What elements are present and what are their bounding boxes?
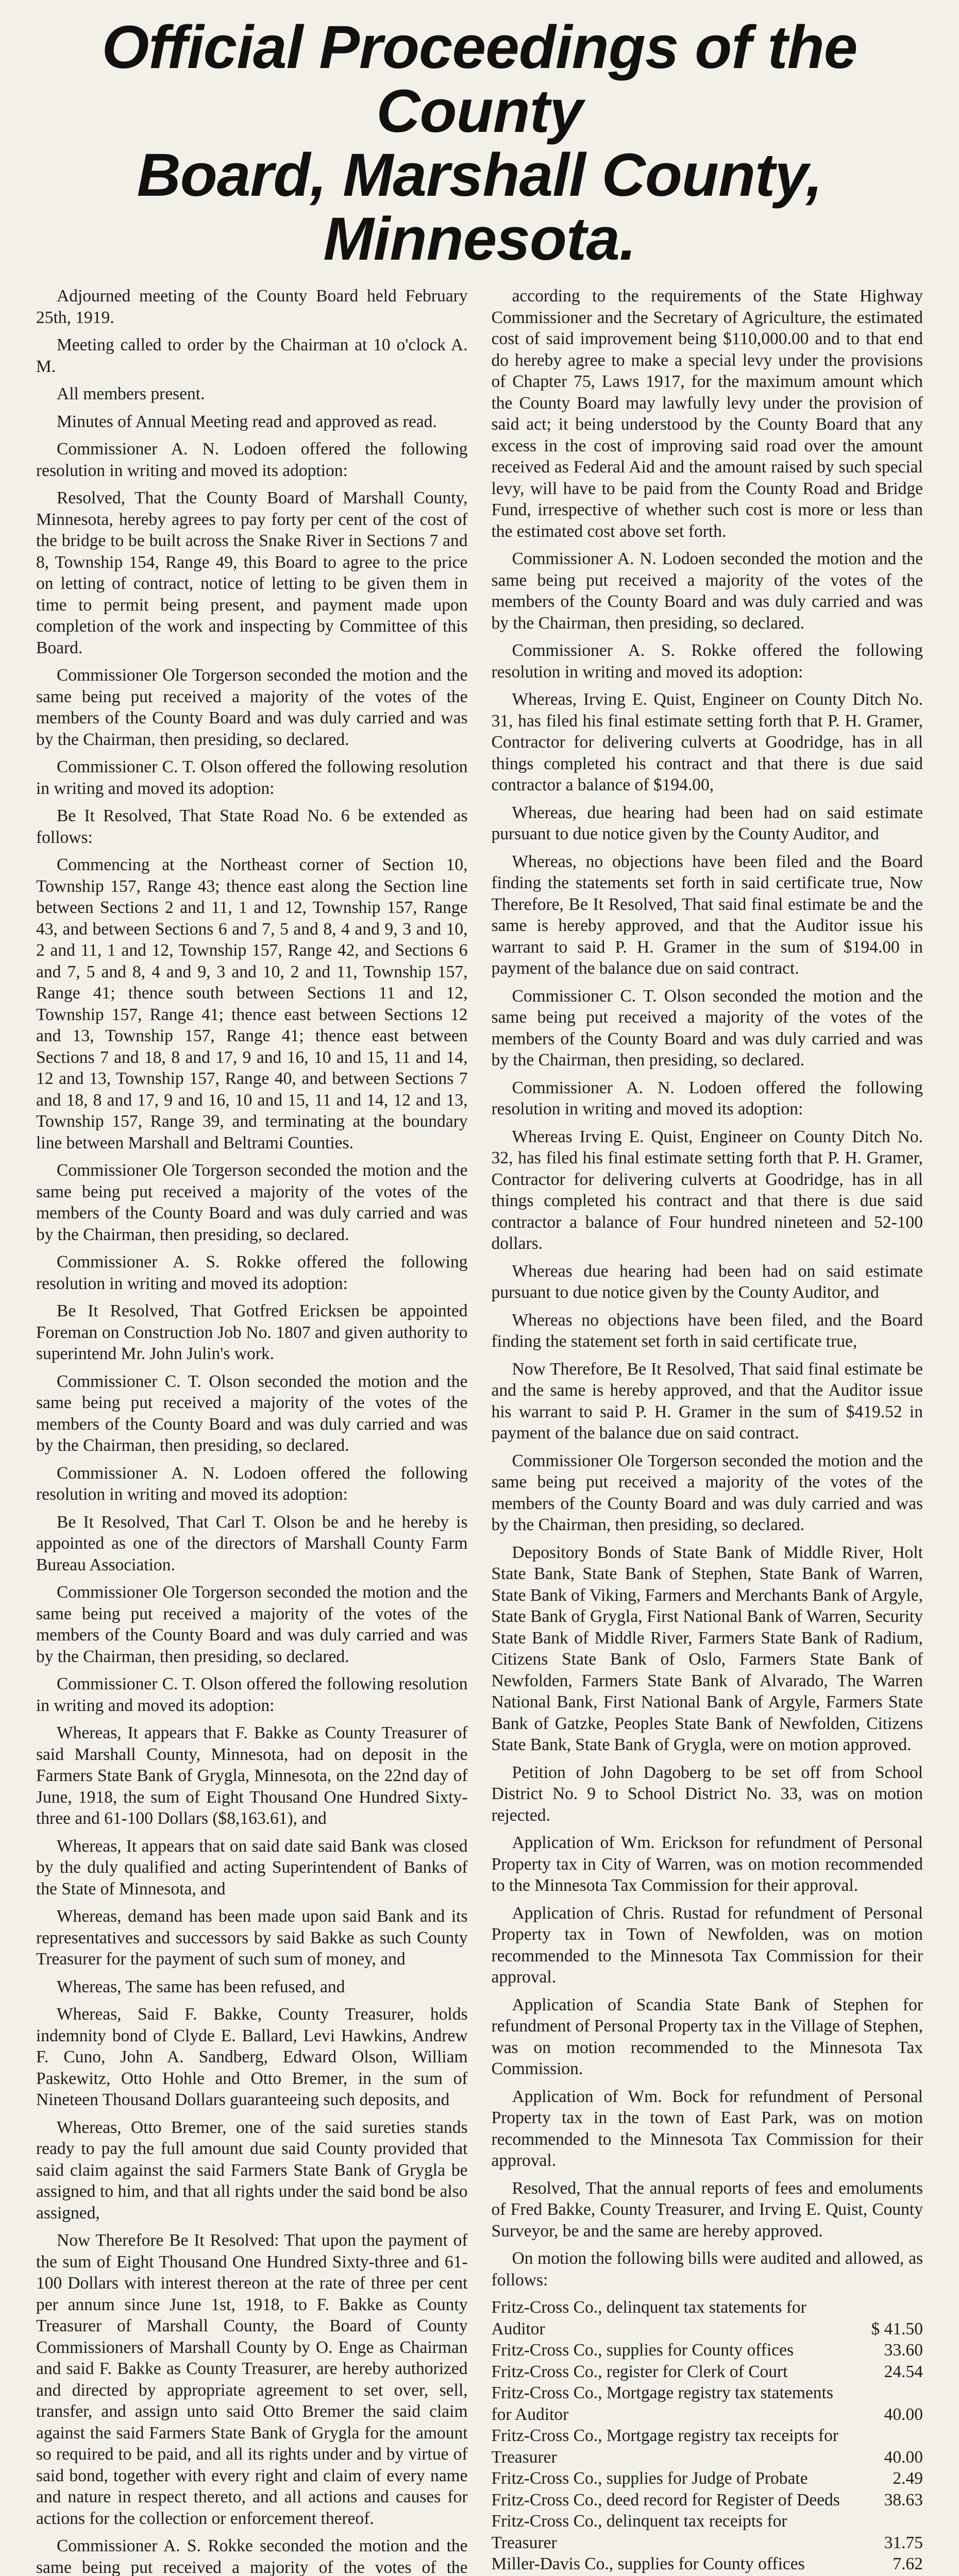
paragraph: Commissioner Ole Torgerson seconded the motion and the same being put received a majority of the votes of the members of the County Board and was duly carried and was by the Chairman, then presiding, so declared. xyxy=(36,1583,468,1666)
paragraph: Be It Resolved, That State Road No. 6 be extended as follows: xyxy=(36,806,468,847)
bill-amount: 38.63 xyxy=(884,2490,923,2510)
bill-item xyxy=(492,2361,923,2383)
paragraph: Commissioner A. S. Rokke seconded the motion and the same being put received a majority of the votes of the xyxy=(36,2536,468,2576)
paragraph: Application of Chris. Rustad for refundment of Personal Property tax in Town of Newfolden, was on motion recommended to the Minnesota Tax Commission for their approval. xyxy=(491,1903,923,1987)
paragraph: Application of Wm. Erickson for refundment of Personal Property tax in City of Warren, was on motion recommended to the Minnesota Tax Commission for their approval. xyxy=(491,1833,923,1895)
paragraph: Commissioner A. N. Lodoen seconded the motion and the same being put received a majority of the votes of the members of the County Board and was duly carried and was by the Chairman, then presiding, so declared. xyxy=(491,549,923,633)
bill-amount: $ 41.50 xyxy=(871,2319,923,2338)
paragraph: Commissioner Ole Torgerson seconded the motion and the same being put received a majority of the votes of the members of the County Board and was duly carried and was by the Chairman, then presiding, so declared. xyxy=(491,1451,923,1534)
paragraph: Commissioner Ole Torgerson seconded the motion and the same being put received a majority of the votes of the members of the County Board and was duly carried and was by the Chairman, then presiding, so declared. xyxy=(36,1161,468,1244)
paragraph: Whereas, demand has been made upon said Bank and its representatives and successors by said Bakke as such County Treasurer for the payment of such sum of money, and xyxy=(36,1907,468,1969)
paragraph: Whereas, Otto Bremer, one of the said sureties stands ready to pay the full amount due said County provided that said claim against the said Farmers State Bank of Grygla be assigned to him, and that all rights under the said bond be also assigned, xyxy=(36,2117,468,2223)
paragraph: Resolved, That the County Board of Marshall County, Minnesota, hereby agrees to pay forty per cent of the cost of the bridge to be built across the Snake River in Sections 7 and 8, Township 154, Range 49, this Board to agree to the price on letting of contract, notice of letting to be given them in time to permit being present, and payment made upon completion of the work and inspecting by Committee of this Board. xyxy=(36,488,468,657)
paragraph: Adjourned meeting of the County Board held February 25th, 1919. xyxy=(36,286,468,327)
bill-item xyxy=(492,2489,923,2511)
paragraph: Commissioner C. T. Olson seconded the motion and the same being put received a majority of the votes of the members of the County Board and was duly carried and was by the Chairman, then presiding, so declared. xyxy=(491,986,923,1070)
paragraph: Whereas, no objections have been filed and the Board finding the statements set forth in said certificate true, Now Therefore, Be It Resolved, That said final estimate be and the same is hereby approved, and that the Auditor issue his warrant to said P. H. Gramer in the sum of $194.00 in payment of the balance due on said contract. xyxy=(491,852,923,978)
bill-amount: 7.62 xyxy=(893,2554,923,2573)
bill-description: Fritz-Cross Co., register for Clerk of Court xyxy=(491,2362,788,2381)
bill-description: Fritz-Cross Co., Mortgage registry tax statements for Auditor xyxy=(491,2383,833,2424)
bill-description: Fritz-Cross Co., supplies for Judge of Probate xyxy=(491,2469,808,2488)
bill-item xyxy=(492,2468,923,2489)
paragraph: Commissioner A. N. Lodoen offered the following resolution in writing and moved its adoption: xyxy=(36,439,468,480)
paragraph: Resolved, That the annual reports of fees and emoluments of Fred Bakke, County Treasurer, and Irving E. Quist, County Surveyor, be and the same are hereby approved. xyxy=(491,2178,923,2241)
bill-item xyxy=(492,2382,923,2425)
paragraph: Petition of John Dagoberg to be set off from School District No. 9 to School District No. 33, was on motion rejected. xyxy=(491,1762,923,1825)
paragraph: Whereas, Irving E. Quist, Engineer on County Ditch No. 31, has filed his final estimate setting forth that P. H. Gramer, Contractor for delivering culverts at Goodridge, has in all things completed his contract and that there is due said contractor a balance of $194.00, xyxy=(491,690,923,794)
paragraph: Whereas no objections have been filed, and the Board finding the statement set forth in said certificate true, xyxy=(491,1310,923,1351)
paragraph: Commissioner C. T. Olson offered the following resolution in writing and moved its adoption: xyxy=(36,757,468,798)
paragraph: Commissioner C. T. Olson offered the following resolution in writing and moved its adoption: xyxy=(36,1674,468,1715)
bill-amount: 40.00 xyxy=(884,2404,923,2424)
left-column xyxy=(36,285,468,2576)
bill-item xyxy=(492,2297,923,2340)
paragraph: Whereas Irving E. Quist, Engineer on County Ditch No. 32, has filed his final estimate setting forth that P. H. Gramer, Contractor for delivering culverts at Goodridge, has in all things completed his contract and that there is due said contractor a balance of Four hundred nineteen and 52-100 dollars. xyxy=(491,1127,923,1253)
paragraph: Depository Bonds of State Bank of Middle River, Holt State Bank, State Bank of Stephen, State Bank of Warren, State Bank of Viking, Farmers and Merchants Bank of Argyle, State Bank of Grygla, First National Bank of Warren, Security State Bank of Middle River, Farmers State Bank of Radium, Citizens State Bank of Oslo, Farmers State Bank of Newfolden, Farmers State Bank of Alvarado, The Warren National Bank, First National Bank of Argyle, Farmers State Bank of Gatzke, Peoples State Bank of Newfolden, Citizens State Bank, State Bank of Grygla, were on motion approved. xyxy=(491,1543,923,1754)
headline-line-2: Board, Marshall County, xyxy=(137,141,822,209)
paragraph: Minutes of Annual Meeting read and approved as read. xyxy=(57,412,437,431)
bill-amount: 33.60 xyxy=(884,2341,923,2360)
bill-description: Fritz-Cross Co., deed record for Register of Deeds xyxy=(491,2490,840,2510)
bills-list xyxy=(492,2297,923,2576)
paragraph: Commissioner A. S. Rokke offered the following resolution in writing and moved its adoption: xyxy=(491,641,923,682)
paragraph: Whereas, It appears that F. Bakke as County Treasurer of said Marshall County, Minnesota, had on deposit in the Farmers State Bank of Grygla, Minnesota, on the 22nd day of June, 1918, the sum of Eight Thousand One Hundred Sixty-three and 61-100 Dollars ($8,163.61), and xyxy=(36,1723,468,1828)
paragraph: Whereas due hearing had been had on said estimate pursuant to due notice given by the County Auditor, and xyxy=(491,1261,923,1302)
headline xyxy=(36,15,923,271)
bill-amount: 2.49 xyxy=(893,2469,923,2488)
paragraph: Whereas, due hearing had been had on said estimate pursuant to due notice given by the County Auditor, and xyxy=(491,803,923,843)
right-column-paragraphs xyxy=(492,285,923,2291)
paragraph: Be It Resolved, That Gotfred Ericksen be appointed Foreman on Construction Job No. 1807 and given authority to superintend Mr. John Julin's work. xyxy=(36,1301,468,1363)
bill-description: Fritz-Cross Co., Mortgage registry tax receipts for Treasurer xyxy=(491,2426,839,2467)
bill-item xyxy=(492,2511,923,2553)
paragraph: Commissioner A. N. Lodoen offered the following resolution in writing and moved its adoption: xyxy=(36,1463,468,1504)
paragraph: Whereas, The same has been refused, and xyxy=(57,1977,345,1996)
headline-line-1: Official Proceedings of the County xyxy=(102,13,857,145)
bill-description: Fritz-Cross Co., supplies for County offices xyxy=(491,2341,794,2360)
paragraph: Be It Resolved, That Carl T. Olson be and he hereby is appointed as one of the directors of Marshall County Farm Bureau Association. xyxy=(36,1512,468,1574)
paragraph: Commissioner Ole Torgerson seconded the motion and the same being put received a majority of the votes of the members of the County Board and was duly carried and was by the Chairman, then presiding, so declared. xyxy=(36,666,468,749)
bill-description: Fritz-Cross Co., delinquent tax receipts for Treasurer xyxy=(491,2512,787,2552)
bill-description: Miller-Davis Co., supplies for County offices xyxy=(491,2554,805,2573)
paragraph: Commissioner A. S. Rokke offered the following resolution in writing and moved its adoption: xyxy=(36,1252,468,1293)
paragraph: Now Therefore Be It Resolved: That upon the payment of the sum of Eight Thousand One Hundred Sixty-three and 61-100 Dollars with interest thereon at the rate of three per cent per annum since June 1st, 1918, to F. Bakke as County Treasurer of Marshall County, the Board of County Commissioners of Marshall County by O. Enge as Chairman and said F. Bakke as County Treasurer, are hereby authorized and directed by appropriate agreement to set over, sell, transfer, and assign unto said Otto Bremer the said claim against the said Farmers State Bank of Grygla for the amount so required to be paid, and all its rights under and by virtue of said bond, together with every right and claim of every name and nature in respect thereto, and all actions and causes for actions for the collection or enforcement thereof. xyxy=(36,2231,468,2528)
headline-line-3: Minnesota. xyxy=(323,205,636,273)
paragraph: Commencing at the Northeast corner of Section 10, Township 157, Range 43; thence east along the Section line between Sections 2 and 11, 1 and 12, Township 157, Range 43, and between Sections 6 and 7, 5 and 8, 4 and 9, 3 and 10, 2 and 11, 1 and 12, Township 157, Range 42, and Sections 6 and 7, 5 and 8, 4 and 9, 3 and 10, 2 and 11, Township 157, Range 41; thence south between Sections 11 and 12, Township 157, Range 41; thence east between Sections 12 and 13, Township 157, Range 41; thence east between Sections 7 and 18, 8 and 17, 9 and 16, 10 and 15, 11 and 14, 12 and 13, Township 157, Range 40, and between Sections 7 and 18, 8 and 17, 9 and 16, 10 and 15, 11 and 14, 12 and 13, Township 157, Range 39, and terminating at the boundary line between Marshall and Beltrami Counties. xyxy=(36,855,468,1153)
paragraph: Application of Wm. Bock for refundment of Personal Property tax in the town of East Park, was on motion recommended to the Minnesota Tax Commission for their approval. xyxy=(491,2087,923,2170)
paragraph: according to the requirements of the State Highway Commissioner and the Secretary of Agriculture, the estimated cost of said improvement being $110,000.00 and to that end do hereby agree to make a special levy under the provisions of Chapter 75, Laws 1917, for the maximum amount which the County Board may lawfully levy under the provision of said act; it being understood by the County Board that any excess in the cost of improving said road over the amount received as Federal Aid and the amount raised by such special levy, will have to be paid from the County Road and Bridge Fund, irrespective of whether such cost is more or less than the estimated cost above set forth. xyxy=(491,286,923,541)
paragraph: Meeting called to order by the Chairman at 10 o'clock A. M. xyxy=(36,335,468,376)
article-columns xyxy=(36,285,923,2576)
paragraph: Now Therefore, Be It Resolved, That said final estimate be and the same is hereby approved, and that the Auditor issue his warrant to said P. H. Gramer in the sum of $419.52 in payment of the balance due on said contract. xyxy=(491,1359,923,1443)
bill-item xyxy=(492,2340,923,2361)
paragraph: Whereas, It appears that on said date said Bank was closed by the duly qualified and acting Superintendent of Banks of the State of Minnesota, and xyxy=(36,1836,468,1899)
right-column xyxy=(492,285,923,2576)
bill-amount: 40.00 xyxy=(884,2447,923,2467)
bill-item xyxy=(492,2425,923,2468)
paragraph: Commissioner A. N. Lodoen offered the following resolution in writing and moved its adoption: xyxy=(491,1078,923,1118)
bill-amount: 31.75 xyxy=(884,2533,923,2552)
paragraph: On motion the following bills were audited and allowed, as follows: xyxy=(491,2249,923,2290)
bill-description: Fritz-Cross Co., delinquent tax statements for Auditor xyxy=(491,2298,806,2338)
paragraph: Application of Scandia State Bank of Stephen for refundment of Personal Property tax in the Village of Stephen, was on motion recommended to the Minnesota Tax Commission. xyxy=(491,1995,923,2078)
paragraph: Commissioner C. T. Olson seconded the motion and the same being put received a majority of the votes of the members of the County Board and was duly carried and was by the Chairman, then presiding, so declared. xyxy=(36,1371,468,1455)
paragraph: All members present. xyxy=(57,384,205,403)
paragraph: Whereas, Said F. Bakke, County Treasurer, holds indemnity bond of Clyde E. Ballard, Levi Hawkins, Andrew F. Cuno, John A. Sandberg, Edward Olson, William Paskewitz, Otto Hohle and Otto Bremer, in the sum of Nineteen Thousand Dollars guaranteeing such deposits, and xyxy=(36,2005,468,2109)
bill-amount: 24.54 xyxy=(884,2362,923,2381)
bill-item xyxy=(492,2553,923,2575)
